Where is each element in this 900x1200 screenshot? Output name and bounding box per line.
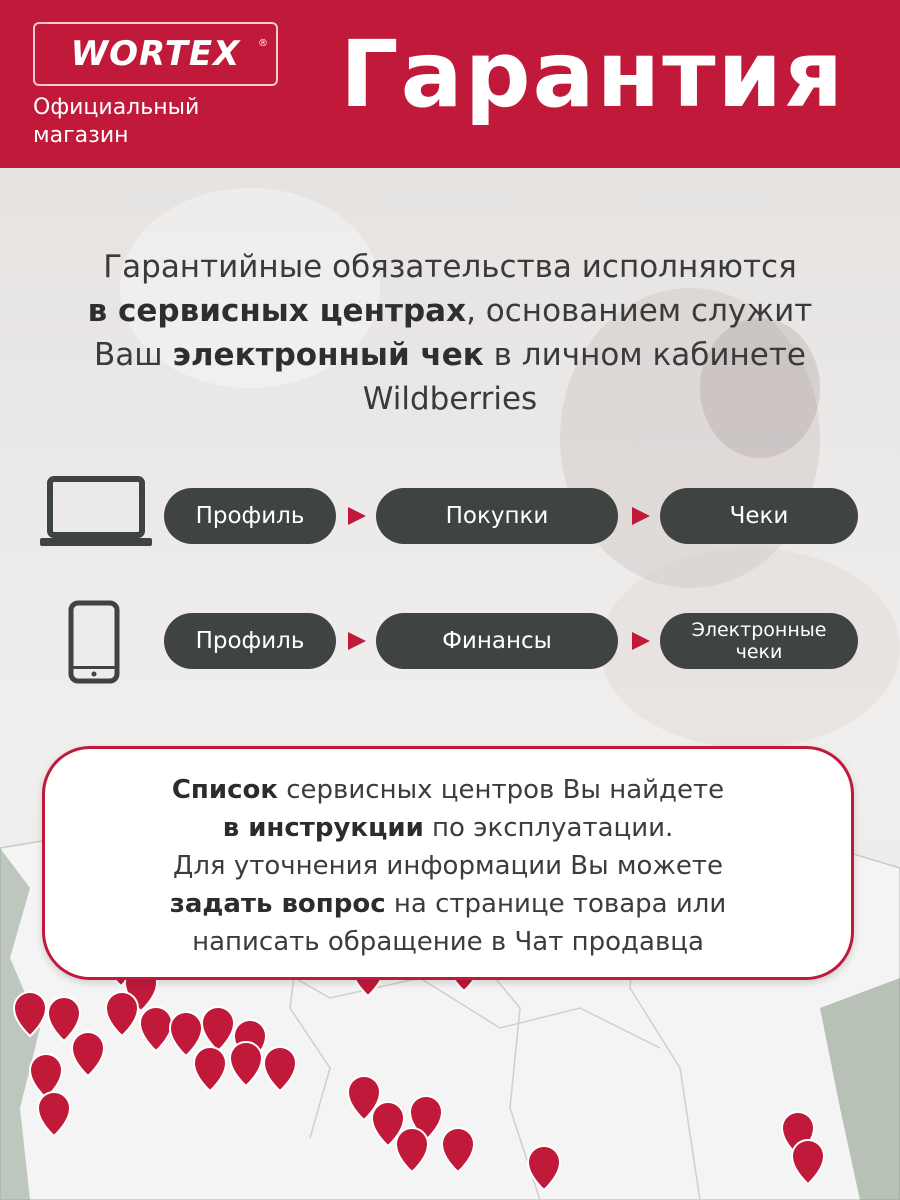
intro-line-2: , основанием служит [466,293,813,329]
mobile-arrow-1-icon [348,632,366,650]
header-banner [0,0,900,168]
intro-line-1: Гарантийные обязательства исполняются [103,249,797,285]
laptop-icon [40,476,152,548]
service-info-box [42,746,854,980]
info-instruction-bold: в инструкции [222,813,424,843]
official-store-label [33,94,273,150]
info-list-bold: Список [171,775,278,805]
info-line-3: Для уточнения информации Вы можете [173,851,723,881]
desktop-step-receipts: Чеки [660,488,858,544]
info-ask-question-bold: задать вопрос [169,889,386,919]
info-line-4: на странице товара или [385,889,727,919]
intro-wildberries: Wildberries [362,381,538,417]
intro-line-3-end: в личном кабинете [483,337,806,373]
desktop-arrow-2-icon [632,507,650,525]
official-line-1: Официальный [33,95,200,120]
service-info-text [45,771,851,961]
info-line-1: сервисных центров Вы найдете [278,775,725,805]
desktop-step-profile: Профиль [164,488,336,544]
mobile-step-finance: Финансы [376,613,618,669]
desktop-arrow-1-icon [348,507,366,525]
intro-service-centers: в сервисных центрах [87,293,467,329]
logo-text: WORTEX [70,34,241,74]
info-line-2: по эксплуатации. [423,813,674,843]
mobile-step-electronic-receipts: Электронные чеки [660,613,858,669]
desktop-step-purchases: Покупки [376,488,618,544]
page-title: Гарантия [340,21,846,128]
warranty-intro [20,245,880,421]
registered-mark: ® [258,38,268,49]
official-line-2: магазин [33,123,129,148]
intro-electronic-receipt: электронный чек [172,337,484,373]
info-line-5: написать обращение в Чат продавца [192,927,704,957]
mobile-step-profile: Профиль [164,613,336,669]
brand-logo [33,22,278,86]
smartphone-icon [68,600,120,684]
mobile-arrow-2-icon [632,632,650,650]
intro-line-3-start: Ваш [93,337,173,373]
